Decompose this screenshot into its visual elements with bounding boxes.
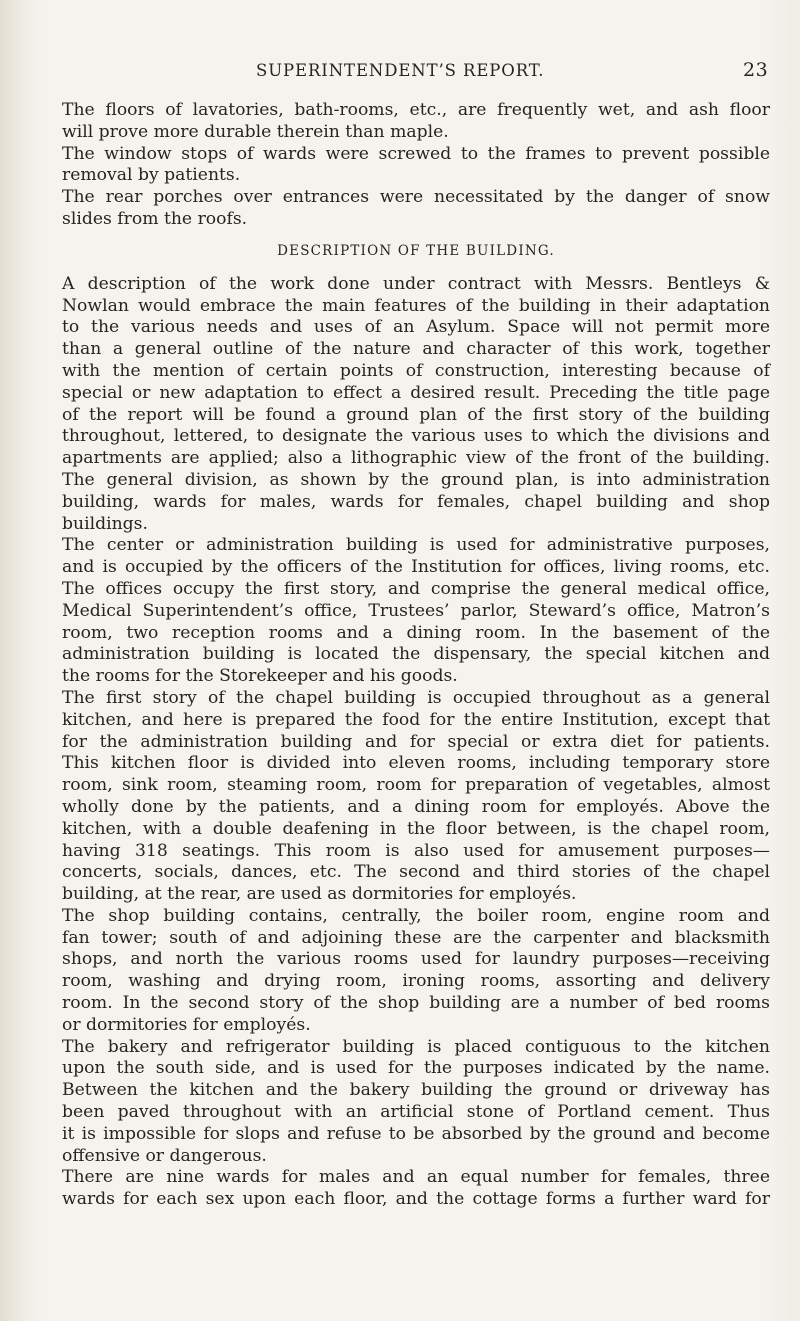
text-line: throughout, lettered, to designate the various uses to which the divisions and [62,426,770,447]
text-line: for the administration building and for special or extra diet for patients. [62,731,770,752]
text-line: The bakery and refrigerator building is placed contiguous to the kitchen [62,1036,770,1057]
text-line: concerts, socials, dances, etc. The second and third stories of the chapel [62,862,770,883]
text-line: Nowlan would embrace the main features of the building in their adaptation [62,295,770,316]
text-line: building, wards for males, wards for females, chapel building and shop [62,491,770,512]
text-line: fan tower; south of and adjoining these are the carpenter and blacksmith [62,927,770,948]
text-line: The rear porches over entrances were necessitated by the danger of snow [62,187,770,208]
text-line: slides from the roofs. [62,208,248,229]
text-line: kitchen, and here is prepared the food for the entire Institution, except that [62,709,770,730]
text-line: administration building is located the dispensary, the special kitchen and [62,644,770,665]
text-line: room, sink room, steaming room, room for preparation of vegetables, almost [62,775,770,796]
text-line: The center or administration building is used for administrative purposes, [62,535,770,556]
body-text [62,100,770,1211]
text-line: A description of the work done under contract with Messrs. Bentleys & [62,273,770,294]
text-line: having 318 seatings. This room is also used for amusement purposes— [62,840,770,861]
text-line: and is occupied by the officers of the Institution for offices, living rooms, etc. [62,557,770,578]
text-line: The offices occupy the first story, and comprise the general medical office, [62,578,770,599]
text-line: The first story of the chapel building is occupied throughout as a general [62,687,770,708]
text-line: wholly done by the patients, and a dining room for employés. Above the [62,796,770,817]
text-line: room, washing and drying room, ironing rooms, assorting and delivery [62,971,770,992]
section-heading: DESCRIPTION OF THE BUILDING. [277,242,555,259]
text-line: offensive or dangerous. [62,1145,267,1166]
text-line: The floors of lavatories, bath-rooms, etc., are frequently wet, and ash floor [62,100,770,120]
text-line: The shop building contains, centrally, the boiler room, engine room and [62,905,770,926]
text-line: buildings. [62,513,148,534]
text-line: This kitchen floor is divided into eleven rooms, including temporary store [62,753,770,774]
text-line: Between the kitchen and the bakery building the ground or driveway has [62,1080,770,1101]
text-line: Medical Superintendent’s office, Trustees’ parlor, Steward’s office, Matron’s [62,600,770,621]
text-line: removal by patients. [62,165,241,186]
text-line: The general division, as shown by the ground plan, is into administration [62,469,770,490]
text-line: or dormitories for employés. [62,1014,311,1035]
text-line: the rooms for the Storekeeper and his goods. [62,666,458,687]
text-line: with the mention of certain points of construction, interesting because of [62,360,770,381]
text-line: room. In the second story of the shop building are a number of bed rooms [62,993,770,1014]
text-line: The window stops of wards were screwed to the frames to prevent possible [62,143,770,164]
text-line: been paved throughout with an artificial stone of Portland cement. Thus [62,1102,770,1123]
text-line: wards for each sex upon each floor, and the cottage forms a further ward for [62,1189,770,1210]
text-line: room, two reception rooms and a dining room. In the basement of the [62,622,770,643]
page-number: 23 [743,59,769,81]
text-line: to the various needs and uses of an Asylum. Space will not permit more [62,317,770,338]
running-title: SUPERINTENDENT’S REPORT. [256,61,545,80]
text-line: shops, and north the various rooms used for laundry purposes—receiving [62,949,770,970]
text-line: upon the south side, and is used for the purposes indicated by the name. [62,1058,770,1079]
text-line: building, at the rear, are used as dormitories for employés. [62,884,577,905]
text-line: than a general outline of the nature and character of this work, together [62,339,770,360]
text-line: kitchen, with a double deafening in the floor between, is the chapel room, [62,818,770,839]
text-line: There are nine wards for males and an equal number for females, three [62,1167,770,1188]
text-line: it is impossible for slops and refuse to be absorbed by the ground and become [62,1123,770,1144]
text-line: of the report will be found a ground plan of the first story of the building [62,404,770,425]
text-line: special or new adaptation to effect a desired result. Preceding the title page [62,382,770,403]
text-line: will prove more durable therein than maple. [62,121,449,142]
text-line: apartments are applied; also a lithographic view of the front of the building. [62,448,770,469]
